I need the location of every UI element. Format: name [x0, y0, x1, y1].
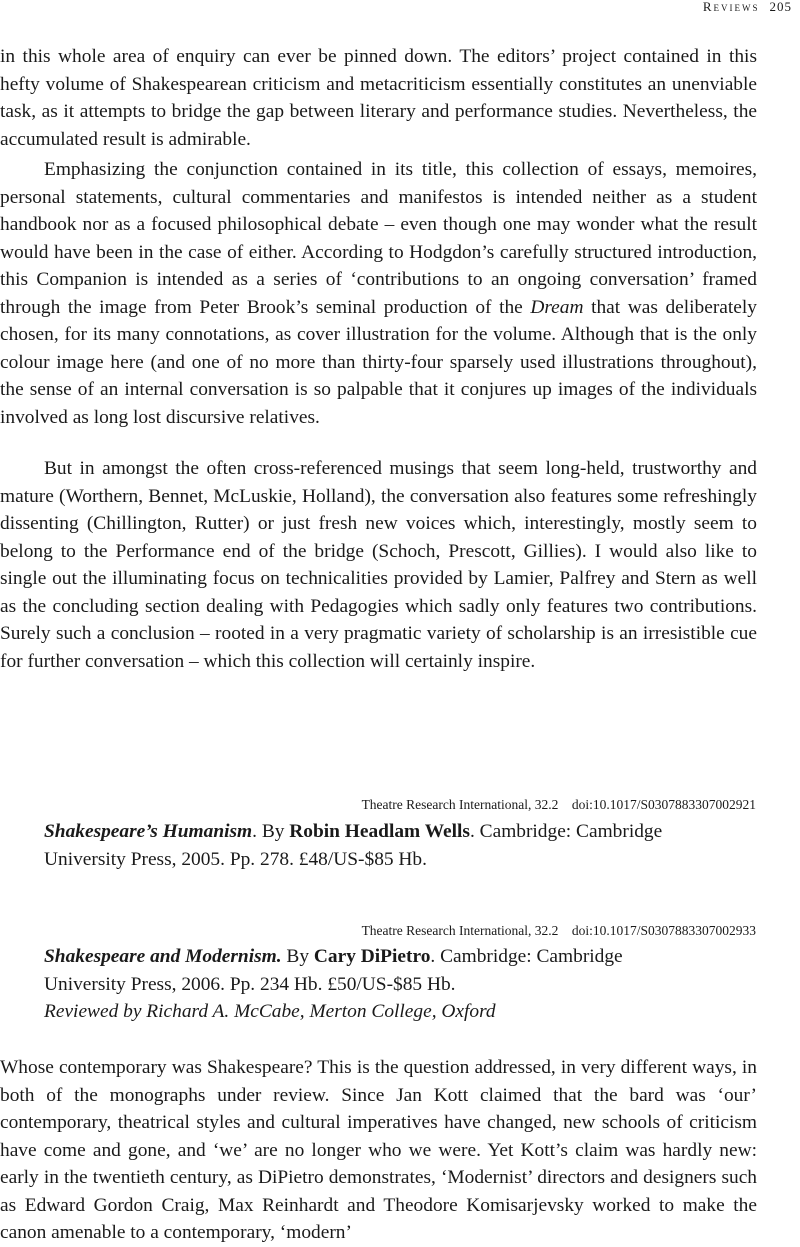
- review-1-details: . Cambridge: Cambridge: [469, 821, 663, 842]
- review-2-by: By: [281, 946, 314, 967]
- running-head: [703, 0, 792, 14]
- paragraph-2-text-a: Emphasizing the conjunction contained in its title, this collection of essays, memoires, personal statements, cultural commentaries and manifestos is intended neither as a student handbook nor as a focused philosophical debate – even though one may wonder what the result would have been in the case of either. According to Hodgdon’s carefully structured introduction, this Companion is intended as a series of ‘contributions to an ongoing conversation’ framed through the image from Peter Brook’s seminal production of the: [0, 159, 757, 318]
- review-1-doi-line: [56, 797, 756, 813]
- review-2-doi: doi:10.1017/S0307883307002933: [571, 923, 756, 938]
- review-1-by: . By: [252, 821, 290, 842]
- review-1-author: Robin Headlam Wells: [289, 821, 470, 842]
- paragraph-2: [0, 156, 757, 431]
- paragraph-2-text-b: that was deliberately chosen, for its many connotations, as cover illustration for the volume. Although that is the only colour image here (and one of no more than thirty-four sparsely used illustrations throughout), the sense of an internal conversation is so palpable that it conjures up images of the individuals involved as long lost discursive relatives.: [0, 296, 757, 428]
- review-2-author: Cary DiPietro: [313, 946, 431, 967]
- review-1-details-cont: University Press, 2005. Pp. 278. £48/US-$85 Hb.: [44, 848, 427, 870]
- review-2-details-cont: University Press, 2006. Pp. 234 Hb. £50/US-$85 Hb.: [44, 973, 456, 995]
- section-title: Reviews: [702, 0, 760, 14]
- review-2-reviewer: Reviewed by Richard A. McCabe, Merton College, Oxford: [44, 1001, 496, 1022]
- paragraph-2-italic: Dream: [530, 296, 584, 318]
- review-2-details: . Cambridge: Cambridge: [430, 946, 623, 967]
- review-1-journal: Theatre Research International, 32.2: [361, 797, 559, 812]
- review-2-title: Shakespeare and Modernism.: [44, 946, 282, 967]
- review-1-title: Shakespeare’s Humanism: [44, 821, 253, 842]
- review-2-journal: Theatre Research International, 32.2: [361, 923, 559, 938]
- review-1-doi: doi:10.1017/S0307883307002921: [571, 797, 756, 812]
- review-2-citation: [44, 943, 756, 1026]
- review-2-doi-line: [56, 923, 756, 939]
- review-1-citation: [44, 818, 756, 873]
- page-number: 205: [769, 0, 792, 14]
- paragraph-4: Whose contemporary was Shakespeare? This is the question addressed, in very different ways, in both of the monographs under review. Since Jan Kott claimed that the bard was ‘our’ contemporary, theatrical styles and cultural imperatives have changed, new schools of criticism have come and gone, and ‘we’ are no longer who we were. Yet Kott’s claim was hardly new: early in the twentieth century, as DiPietro demonstrates, ‘Modernist’ directors and designers such as Edward Gordon Craig, Max Reinhardt and Theodore Komisarjevsky worked to make the canon amenable to a contemporary, ‘modern’: [0, 1057, 757, 1243]
- paragraph-3: But in amongst the often cross-referenced musings that seem long-held, trustworthy and mature (Worthern, Bennet, McLuskie, Holland), the conversation also features some refreshingly dissenting (Chillington, Rutter) or just fresh new voices which, interestingly, mostly seem to belong to the Performance end of the bridge (Schoch, Prescott, Gillies). I would also like to single out the illuminating focus on technicalities provided by Lamier, Palfrey and Stern as well as the concluding section dealing with Pedagogies which sadly only features two contributions. Surely such a conclusion – rooted in a very pragmatic variety of scholarship is an irresistible cue for further conversation – which this collection will certainly inspire.: [0, 458, 757, 672]
- paragraph-1: in this whole area of enquiry can ever be pinned down. The editors’ project contained in this hefty volume of Shakespearean criticism and metacriticism essentially constitutes an unenviable task, as it attempts to bridge the gap between literary and performance studies. Nevertheless, the accumulated result is admirable.: [0, 46, 757, 150]
